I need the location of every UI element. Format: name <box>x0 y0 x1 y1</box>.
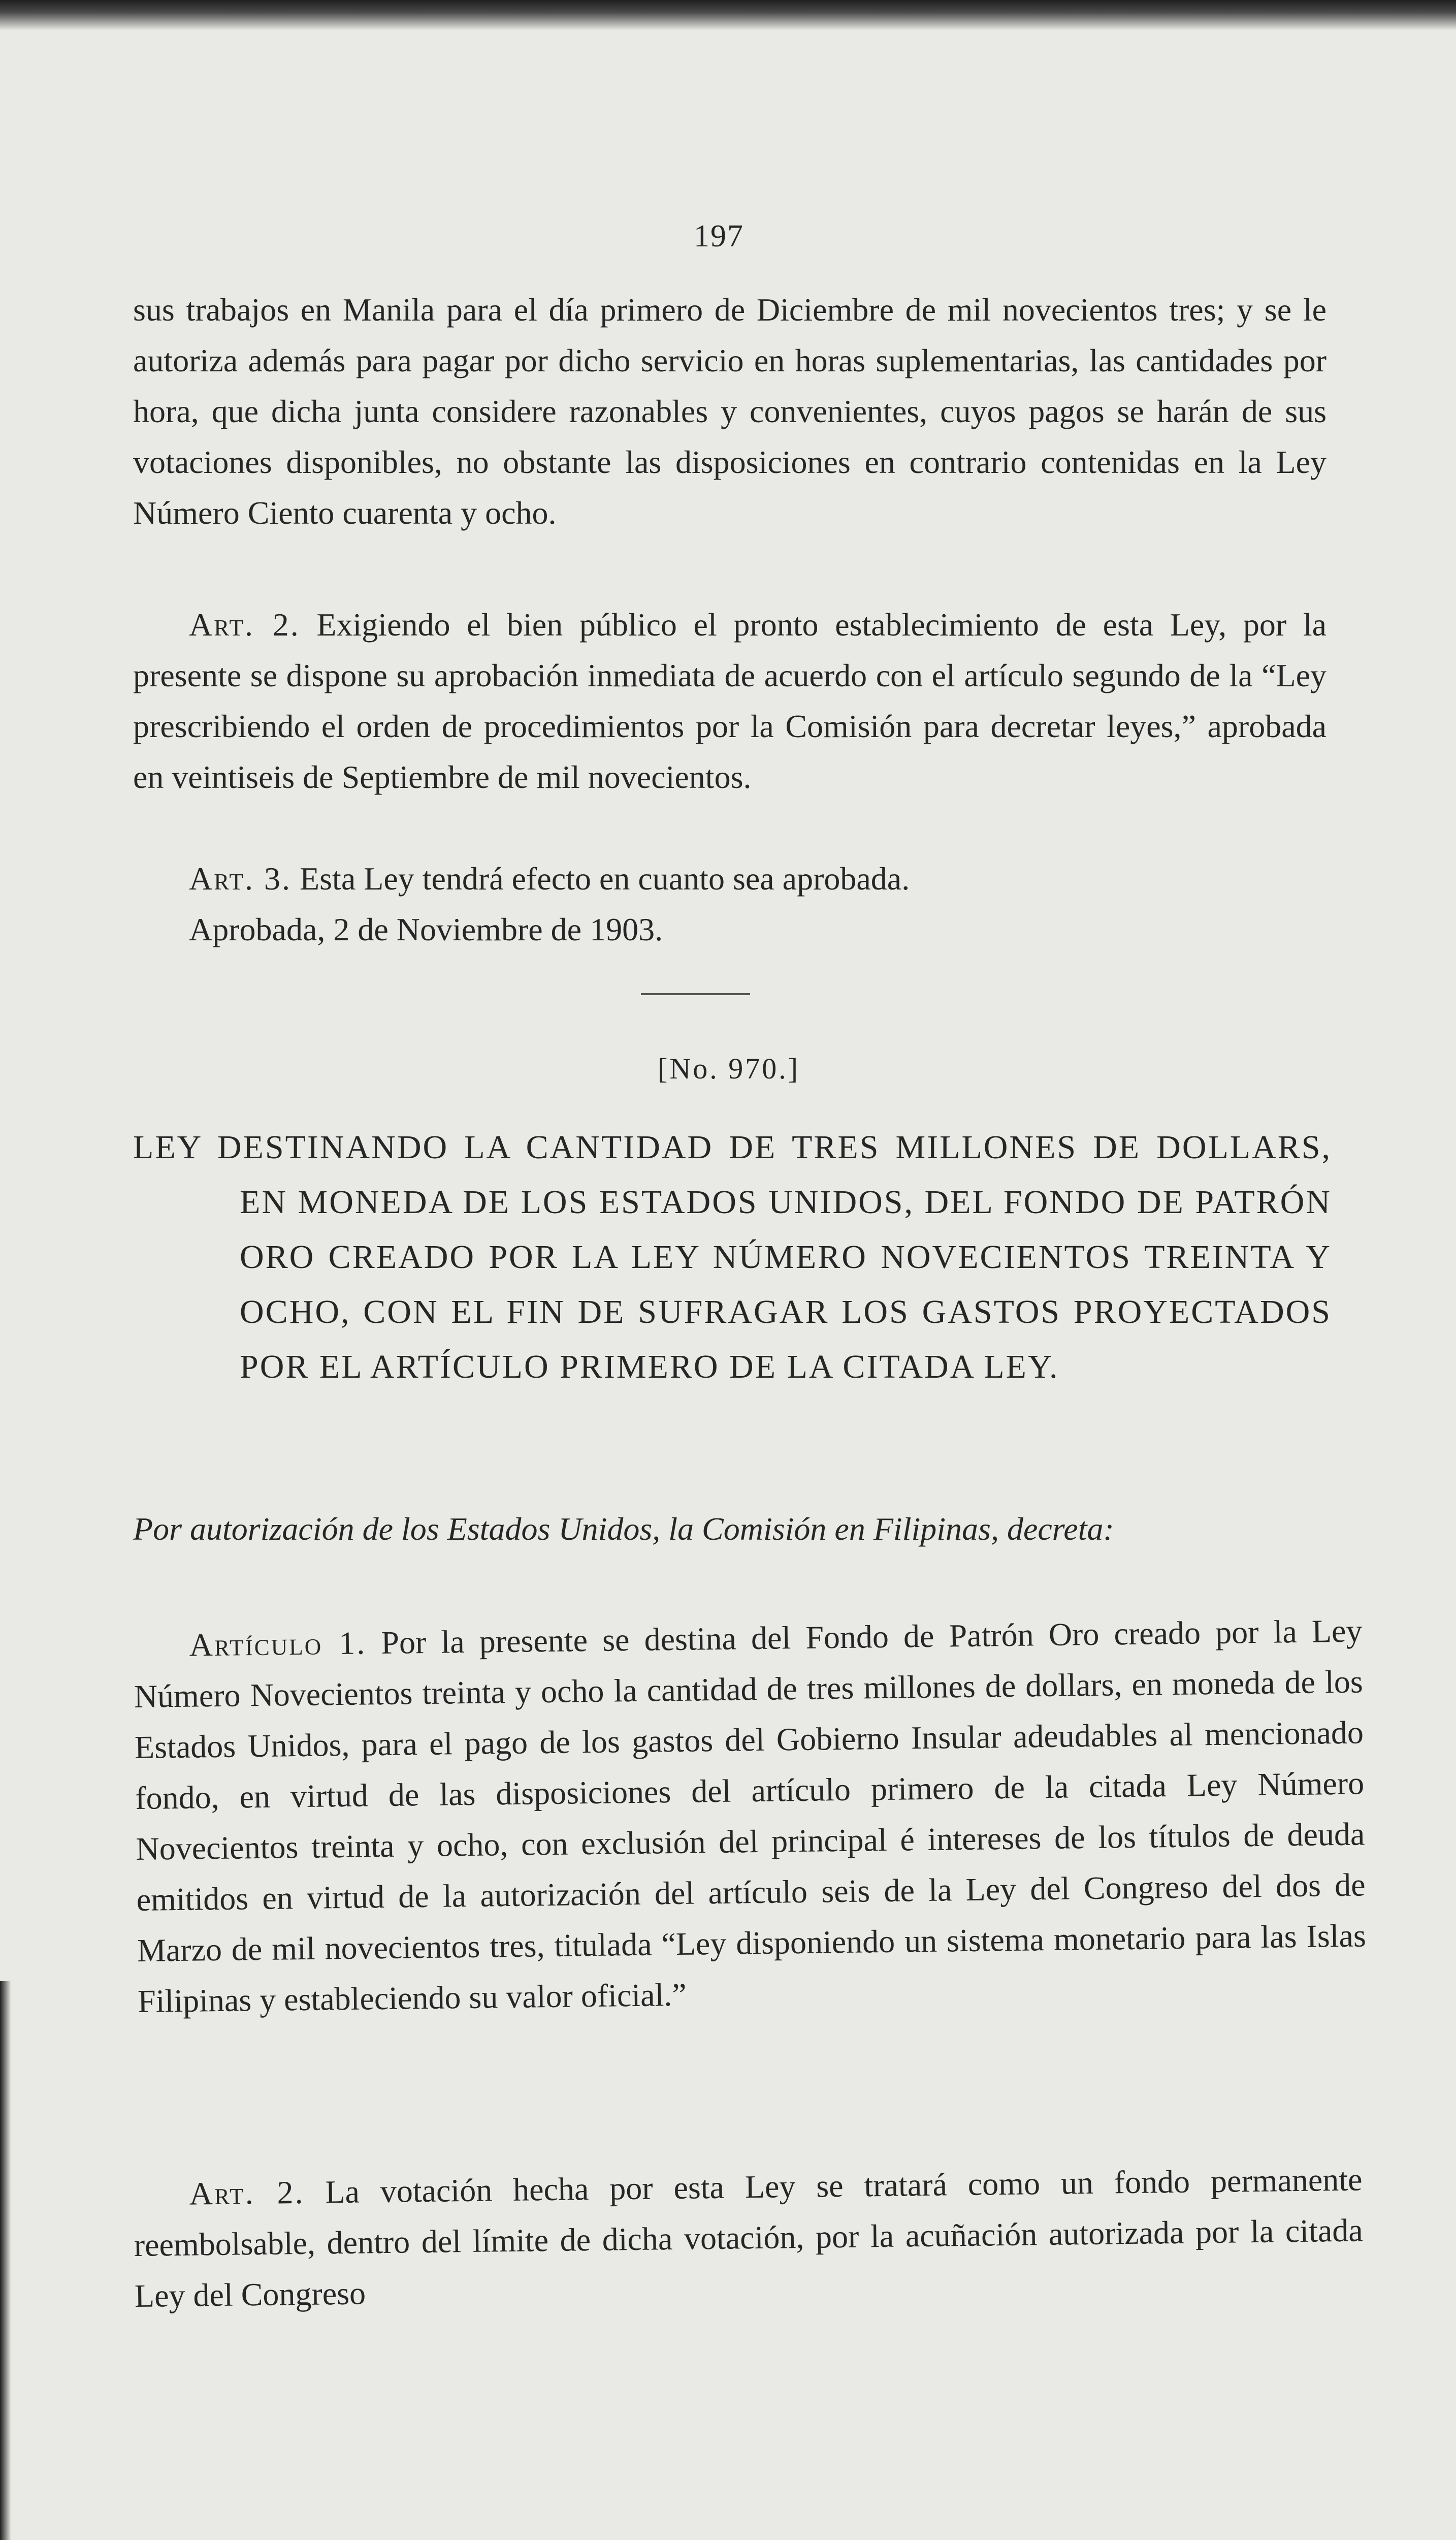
intro-paragraph: sus trabajos en Manila para el día primero de Diciembre de mil novecientos tres; y se le autoriza además para pagar por dicho servicio en horas suplementarias, las cantidades por hora, que dicha junta considere razonables y convenientes, cuyos pagos se harán de sus votaciones disponibles, no obstante las disposiciones en contrario contenidas en la Ley Número Ciento cuarenta y ocho. <box>133 292 1326 531</box>
act-article-1-label: Artículo 1. <box>189 1625 367 1663</box>
act-number: [No. 970.] <box>658 1052 800 1085</box>
approval-date-text: Aprobada, 2 de Noviembre de 1903. <box>189 911 663 947</box>
intro-article-2-text: Exigiendo el bien público el pronto establecimiento de esta Ley, por la presente se dispone su aprobación inmediata de acuerdo con el artículo segundo de la “Ley prescribiendo el orden de procedimientos por la Comisión para decretar leyes,” aprobada en veintiseis de Septiembre de mil novecientos. <box>133 607 1327 795</box>
act-article-2-label: Art. 2. <box>189 2174 305 2212</box>
act-article-2-text: La votación hecha por esta Ley se tratará como un fondo permanente reembolsable, dentro del límite de dicha votación, por la acuñación autorizada por la citada Ley del Congreso <box>134 2161 1364 2314</box>
act-article-1-text: Por la presente se destina del Fondo de Patrón Oro creado por la Ley Número Novecientos treinta y ocho la cantidad de tres millones de dollars, en moneda de los Estados Unidos, para el pago de los gastos del Gobierno Insular adeudables al mencionado fondo, en virtud de las disposiciones del artículo primero de la citada Ley Número Novecientos treinta y ocho, con exclusión del principal é intereses de los títulos de deuda emitidos en virtud de la autorización del artículo seis de la Ley del Congreso del dos de Marzo de mil novecientos tres, titulada “Ley disponiendo un sistema monetario para las Islas Filipinas y estableciendo su valor oficial.” <box>134 1612 1367 2019</box>
scan-left-edge <box>0 1981 11 2540</box>
intro-article-3-text: Esta Ley tendrá efecto en cuanto sea aprobada. <box>300 861 910 897</box>
enacting-clause: Por autorización de los Estados Unidos, la Comisión en Filipinas, decreta: <box>133 1511 1114 1547</box>
scan-top-shadow <box>0 0 1456 30</box>
act-article-2 <box>133 2154 1364 2322</box>
act-article-1 <box>133 1605 1367 2027</box>
intro-article-2-label: Art. 2. <box>189 607 300 643</box>
intro-article-3 <box>133 853 1326 904</box>
approval-date <box>133 904 1326 955</box>
act-title: LEY DESTINANDO LA CANTIDAD DE TRES MILLONES DE DOLLARS, EN MONEDA DE LOS ESTADOS UNIDOS, DEL FONDO DE PATRÓN ORO CREADO POR LA LEY NÚMERO NOVECIENTOS TREINTA Y OCHO, CON EL FIN DE SUFRAGAR LOS GASTOS PROYECTADOS POR EL ARTÍCULO PRIMERO DE LA CITADA LEY. <box>133 1129 1332 1385</box>
intro-article-3-label: Art. 3. <box>189 861 292 897</box>
intro-article-2 <box>133 599 1326 803</box>
page-number: 197 <box>694 219 744 253</box>
section-divider <box>641 993 750 995</box>
